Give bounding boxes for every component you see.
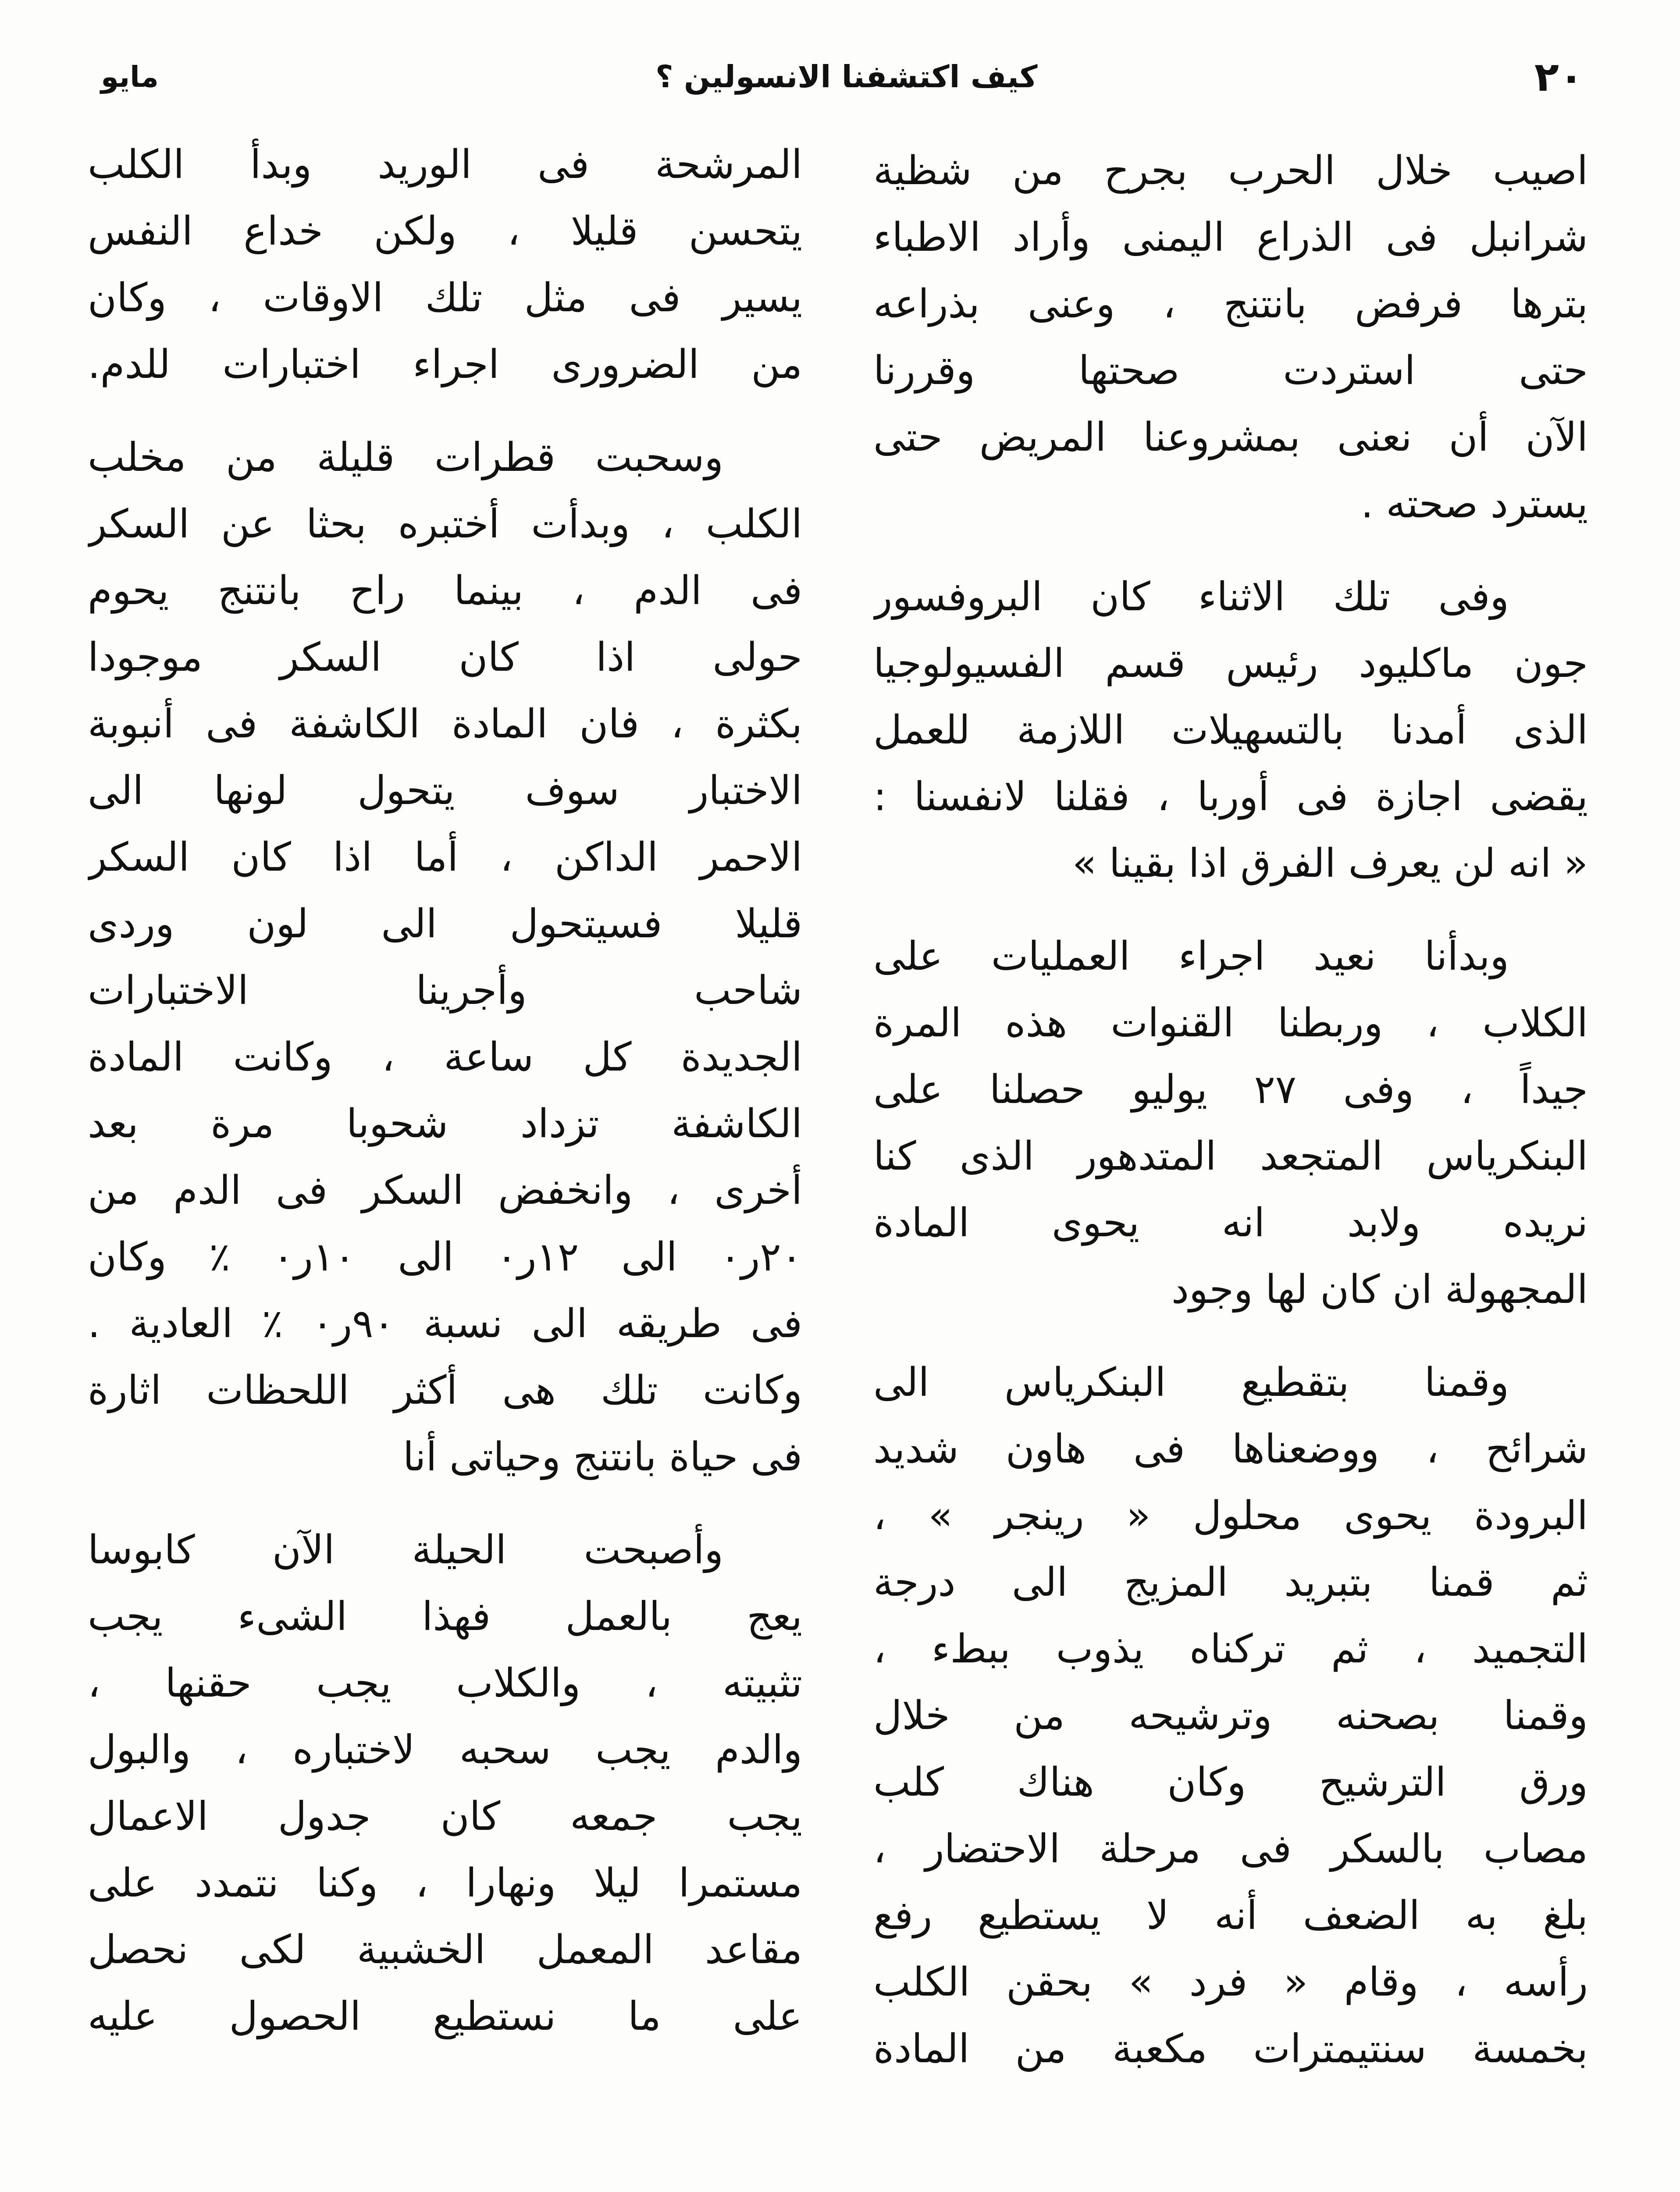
text-line: مصاب بالسكر فى مرحلة الاحتضار ، xyxy=(873,1826,1588,1872)
text-line: شرانبل فى الذراع اليمنى وأراد الاطباء xyxy=(873,214,1588,260)
text-line: قليلا فسيتحول الى لون وردى xyxy=(88,901,802,947)
running-title: كيف اكتشفنا الانسولين ؟ xyxy=(655,59,1038,95)
text-line: البرودة يحوى محلول « رينجر » ، xyxy=(873,1493,1588,1539)
text-line: الكلاب ، وربطنا القنوات هذه المرة xyxy=(873,1000,1588,1046)
text-line: وسحبت قطرات قليلة من مخلب xyxy=(88,434,723,480)
text-line: أخرى ، وانخفض السكر فى الدم من xyxy=(88,1167,802,1213)
text-line: الاختبار سوف يتحول لونها الى xyxy=(88,768,802,814)
left-column xyxy=(88,132,802,2050)
text-line: شاحب وأجرينا الاختبارات xyxy=(88,968,802,1014)
text-line: ورق الترشيح وكان هناك كلب xyxy=(873,1759,1588,1805)
text-line: شرائح ، ووضعناها فى هاون شديد xyxy=(873,1426,1588,1472)
paragraph xyxy=(88,424,802,1491)
paragraph xyxy=(873,564,1588,897)
text-line: جيداً ، وفى ٢٧ يوليو حصلنا على xyxy=(873,1067,1588,1113)
text-line: مقاعد المعمل الخشبية لكى نحصل xyxy=(88,1927,802,1973)
text-line: بكثرة ، فان المادة الكاشفة فى أنبوبة xyxy=(88,701,802,747)
text-line: اصيب خلال الحرب بجرح من شظية xyxy=(873,148,1588,194)
text-line: يسير فى مثل تلك الاوقات ، وكان xyxy=(88,275,802,321)
text-line: وقمنا بتقطيع البنكرياس الى xyxy=(873,1359,1509,1406)
text-line: بخمسة سنتيمترات مكعبة من المادة xyxy=(873,2026,1588,2072)
text-line: ثم قمنا بتبريد المزيج الى درجة xyxy=(873,1559,1588,1605)
text-line: يجب جمعه كان جدول الاعمال xyxy=(88,1793,802,1840)
text-line: وفى تلك الاثناء كان البروفسور xyxy=(873,574,1509,620)
paragraph xyxy=(88,1517,802,2050)
text-line: وأصبحت الحيلة الآن كابوسا xyxy=(88,1527,723,1573)
page-number: ٢٠ xyxy=(1534,53,1584,100)
text-line: الذى أمدنا بالتسهيلات اللازمة للعمل xyxy=(873,707,1588,753)
paragraph xyxy=(88,132,802,398)
text-line: مستمرا ليلا ونهارا ، وكنا نتمدد على xyxy=(88,1860,802,1906)
text-line: يعج بالعمل فهذا الشىء يجب xyxy=(88,1594,802,1640)
text-line: بلغ به الضعف أنه لا يستطيع رفع xyxy=(873,1893,1588,1939)
text-line: على ما نستطيع الحصول عليه xyxy=(88,1993,802,2039)
text-line: يسترد صحته . xyxy=(1361,481,1588,527)
text-line: « انه لن يعرف الفرق اذا بقينا » xyxy=(1072,840,1588,886)
text-line: حولى اذا كان السكر موجودا xyxy=(88,634,802,680)
text-line: والدم يجب سحبه لاختباره ، والبول xyxy=(88,1727,802,1773)
text-line: فى طريقه الى نسبة ٩٠ر٠ ٪ العادية . xyxy=(88,1301,802,1347)
text-line: حتى استردت صحتها وقررنا xyxy=(873,348,1588,394)
text-line: الكاشفة تزداد شحوبا مرة بعد xyxy=(88,1101,802,1147)
text-line: المرشحة فى الوريد وبدأ الكلب xyxy=(88,142,802,188)
text-line: نريده ولابد انه يحوى المادة xyxy=(873,1200,1588,1246)
text-line: فى الدم ، بينما راح بانتنج يحوم xyxy=(88,568,802,614)
text-line: الكلب ، وبدأت أختبره بحثا عن السكر xyxy=(88,501,802,547)
text-line: يقضى اجازة فى أوربا ، فقلنا لانفسنا : xyxy=(873,774,1588,820)
text-line: الاحمر الداكن ، أما اذا كان السكر xyxy=(88,834,802,880)
page-header xyxy=(101,48,1584,105)
text-line: وقمنا بصحنه وترشيحه من خلال xyxy=(873,1693,1588,1739)
text-line: جون ماكليود رئيس قسم الفسيولوجيا xyxy=(873,641,1588,687)
text-line: التجميد ، ثم تركناه يذوب ببطء ، xyxy=(873,1626,1588,1672)
right-column xyxy=(873,132,1588,2082)
text-line: يتحسن قليلا ، ولكن خداع النفس xyxy=(88,208,802,254)
text-line: ٢٠ر٠ الى ١٢ر٠ الى ١٠ر٠ ٪ وكان xyxy=(88,1234,802,1280)
running-month: مايو xyxy=(101,60,159,94)
text-line: بترها فرفض بانتنج ، وعنى بذراعه xyxy=(873,281,1588,327)
paragraph xyxy=(873,1349,1588,2082)
text-line: من الضرورى اجراء اختبارات للدم. xyxy=(88,342,802,388)
text-line: وبدأنا نعيد اجراء العمليات على xyxy=(873,933,1509,979)
text-line: فى حياة بانتنج وحياتى أنا xyxy=(403,1434,802,1480)
text-line: رأسه ، وقام « فرد » بحقن الكلب xyxy=(873,1959,1588,2005)
text-line: المجهولة ان كان لها وجود xyxy=(1171,1267,1588,1313)
text-line: وكانت تلك هى أكثر اللحظات اثارة xyxy=(88,1367,802,1413)
text-line: البنكرياس المتجعد المتدهور الذى كنا xyxy=(873,1133,1588,1179)
text-line: تثبيته ، والكلاب يجب حقنها ، xyxy=(88,1660,802,1706)
paragraph xyxy=(873,138,1588,537)
paragraph xyxy=(873,923,1588,1323)
text-line: الآن أن نعنى بمشروعنا المريض حتى xyxy=(873,414,1588,460)
text-line: الجديدة كل ساعة ، وكانت المادة xyxy=(88,1034,802,1080)
